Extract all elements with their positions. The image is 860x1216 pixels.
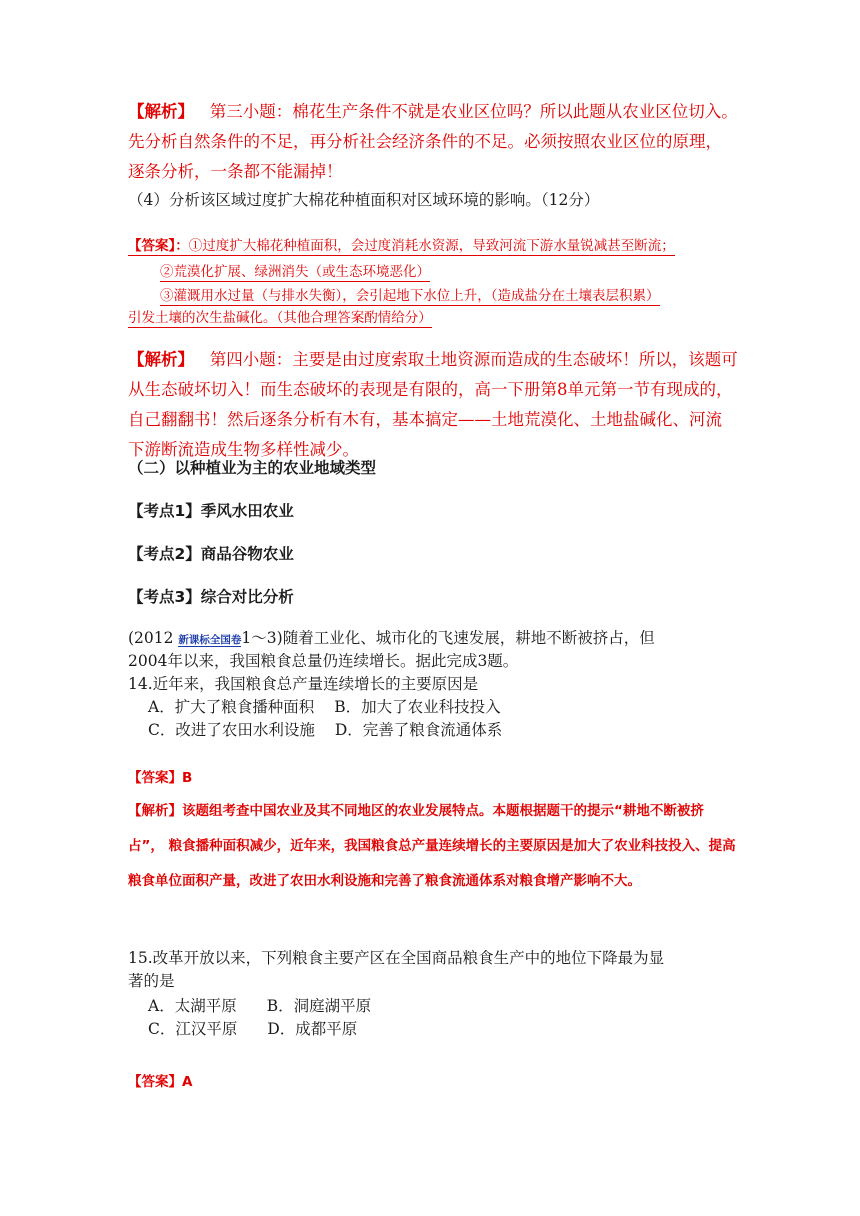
analysis-14: 【解析】该题组考查中国农业及其不同地区的农业发展特点。本题根据题干的提示“耕地不断被挤占”， 粮食播种面积减少，近年来，我国粮食总产量连续增长的主要原因是加大了农业科技投入、提高粮食单位面积产量，改进了农田水利设施和完善了粮食流通体系对粮食增产影响不大。: [128, 803, 736, 889]
answer-14: [128, 766, 192, 786]
option-15-b: B．洞庭湖平原: [266, 997, 372, 1015]
analysis-3: [128, 97, 738, 187]
question-14-stem: 14.近年来，我国粮食总产量连续增长的主要原因是: [128, 675, 479, 693]
answer-4-label: 【答案】：: [128, 238, 189, 254]
question-intro-line-2: 2004年以来，我国粮食总量仍连续增长。据此完成3题。: [128, 652, 519, 670]
answer-4-line-4: 引发土壤的次生盐碱化。（其他合理答案酌情给分）: [128, 306, 432, 328]
option-14-c: C．改进了农田水利设施: [148, 721, 315, 739]
option-15-d: D．成都平原: [267, 1020, 358, 1038]
question-14-options-cd: [148, 720, 502, 741]
question-4: （4）分析该区域过度扩大棉花种植面积对区域环境的影响。（12分）: [128, 191, 600, 209]
analysis-3-text: 第三小题：棉花生产条件不就是农业区位吗？所以此题从农业区位切入。先分析自然条件的不足，再分析社会经济条件的不足。必须按照农业区位的原理，逐条分析，一条都不能漏掉！: [128, 102, 738, 181]
question-15-options-cd: [148, 1019, 357, 1040]
answer-4-line-1: 【答案】：①过度扩大棉花种植面积，会过度消耗水资源，导致河流下游水量锐减甚至断流；: [128, 234, 675, 256]
option-15-c: C．江汉平原: [148, 1020, 238, 1038]
question-15-options-ab: [148, 996, 371, 1017]
exam-point-2: 【考点2】商品谷物农业: [128, 545, 294, 563]
answer-15: [128, 1070, 192, 1090]
analysis-4-label: 【解析】: [128, 350, 194, 369]
option-14-d: D．完善了粮食流通体系: [334, 721, 503, 739]
analysis-4: [128, 345, 738, 465]
answer-4-line-2: ②荒漠化扩展、绿洲消失（或生态环境恶化）: [160, 260, 430, 282]
answer-4-line-3: ③灌溉用水过量（与排水失衡），会引起地下水位上升，（造成盐分在土壤表层积累）: [160, 284, 660, 306]
exam-point-3: 【考点3】综合对比分析: [128, 588, 294, 606]
question-15-stem-line-2: 著的是: [128, 972, 175, 990]
answer-15-label: 【答案】: [128, 1074, 182, 1090]
answer-15-value: A: [182, 1074, 193, 1090]
option-14-a: A．扩大了粮食播种面积: [148, 698, 315, 716]
analysis-4-text: 第四小题：主要是由过度索取土地资源而造成的生态破坏！所以，该题可从生态破坏切入！而生态破坏的表现是有限的，高一下册第8单元第一节有现成的，自己翻翻书！然后逐条分析有木有，基本搞定——土地荒漠化、土地盐碱化、河流下游断流造成生物多样性减少。: [128, 350, 738, 459]
question-14-options-ab: [148, 697, 501, 718]
source-link[interactable]: 新课标全国卷: [178, 634, 242, 646]
answer-14-label: 【答案】: [128, 770, 182, 786]
exam-point-1: 【考点1】季风水田农业: [128, 502, 294, 520]
section-heading: （二）以种植业为主的农业地域类型: [128, 459, 377, 477]
analysis-3-label: 【解析】: [128, 102, 194, 121]
answer-14-value: B: [182, 770, 193, 786]
question-15-stem-line-1: 15.改革开放以来，下列粮食主要产区在全国商品粮食生产中的地位下降最为显: [128, 949, 665, 967]
option-15-a: A．太湖平原: [148, 997, 237, 1015]
question-intro-line-1: (2012 新课标全国卷1～3)随着工业化、城市化的飞速发展，耕地不断被挤占，但: [128, 629, 655, 647]
option-14-b: B．加大了农业科技投入: [334, 698, 501, 716]
